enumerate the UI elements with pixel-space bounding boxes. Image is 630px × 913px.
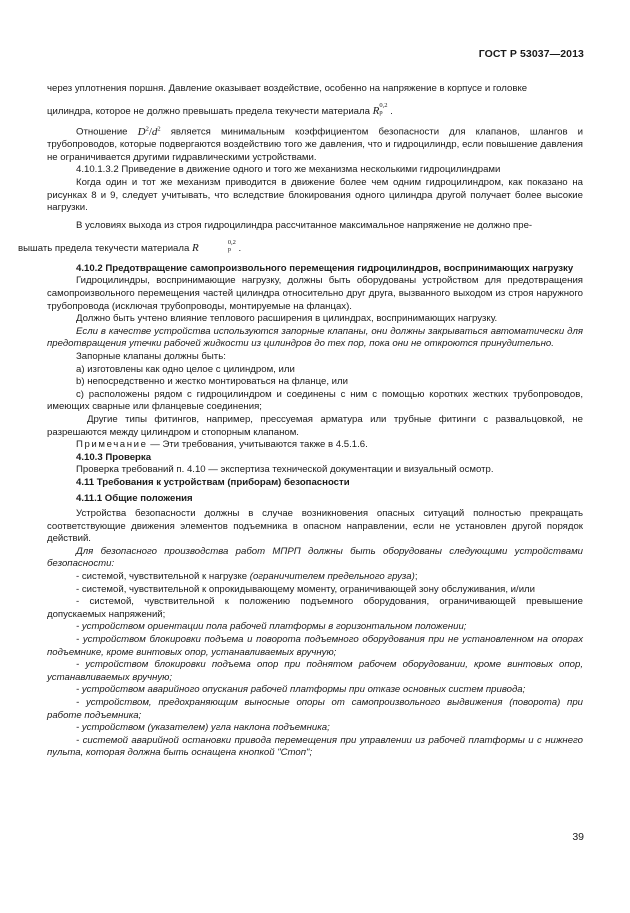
- subsection-title: 4.10.1.3.2 Приведение в движение одного и того же механизма несколькими гидроцилиндрами: [76, 164, 501, 176]
- safety-device-list: [47, 571, 583, 760]
- paragraph: Должно быть учтено влияние теплового расширения в цилиндрах, воспринимающих нагрузку.: [76, 313, 498, 325]
- list-item: - устройством ориентации пола рабочей платформы в горизонтальном положении;: [76, 621, 467, 633]
- paragraph: Для безопасного производства работ МПРП должны быть оборудованы следующими устройствами безопасности:: [47, 545, 583, 570]
- paragraph: Если в качестве устройства используются запорные клапаны, они должны закрываться автоматически для предотвращения утечки рабочей жидкости из цилиндров до тех пор, пока они не откроются принудительно.: [47, 325, 583, 350]
- list-item: b) непосредственно и жестко монтироваться на фланце, или: [76, 376, 349, 388]
- paragraph: Отношение $D^2/d^2$ является минимальным коэффициентом безопасности для клапанов, шлангов и трубопроводов, которые подвергаются воздействию того же давления, что и гидроцилиндр, если повышение давления не ограничивается другими гидравлическими устройствами.: [47, 125, 583, 163]
- formula-r: R 0,2 p: [192, 239, 236, 254]
- formula-ratio: $D^2/d^2$: [137, 125, 161, 138]
- paragraph: Устройства безопасности должны в случае возникновения опасных ситуаций полностью прекращать соответствующие движения элементов подъемника в опасном направлении, если не установлен другой порядок действий.: [47, 508, 583, 545]
- paragraph: В условиях выхода из строя гидроцилиндра рассчитанное максимальное напряжение не должно пре- вышать предела текучести материала R 0,2 p .: [18, 219, 533, 254]
- section-heading: 4.11 Требования к устройствам (приборам) безопасности: [76, 476, 350, 488]
- list-item: - системой, чувствительной к нагрузке (ограничителем предельного груза);: [76, 571, 418, 583]
- paragraph: Когда один и тот же механизм приводится в движение более чем одним гидроцилиндром, как показано на рисунках 8 и 9, следует учитывать, что вследствие блокирования одного цилиндра другой получает более высокие нагрузки.: [47, 177, 583, 214]
- section-heading: 4.10.2 Предотвращение самопроизвольного перемещения гидроцилиндров, воспринимающих нагрузку: [76, 262, 574, 274]
- paragraph: Гидроцилиндры, воспринимающие нагрузку, должны быть оборудованы устройством для предотвращения самопроизвольного перемещения частей цилиндра относительно друг друга, вызванного выходом из строя наружного трубопровода (исключая трубопроводы, монтируемые на фланцах).: [47, 275, 583, 312]
- list-item: - устройством (указателем) угла наклона подъемника;: [76, 722, 330, 734]
- document-header: ГОСТ Р 53037—2013: [478, 48, 584, 60]
- paragraph: Другие типы фитингов, например, прессуемая арматура или трубные фитинги с развальцовкой, не разрешаются между цилиндром и стопорным клапаном.: [47, 413, 583, 438]
- list-item: - устройством блокировки подъема опор при поднятом рабочем оборудовании, кроме винтовых опор, устанавливаемых вручную;: [47, 659, 583, 683]
- page-number: 39: [572, 831, 584, 843]
- paragraph: через уплотнения поршня. Давление оказывает воздействие, особенно на напряжение в корпусе и головке цилиндра, которое не должно превышать предела текучести материала R 0,2 p .: [47, 83, 528, 117]
- list-item: c) расположены рядом с гидроцилиндром и соединены с ним с помощью коротких жестких трубопроводов, имеющих сварные или фланцевые соединения;: [47, 388, 583, 413]
- note: Примечание — Эти требования, учитываются также в 4.5.1.6.: [76, 439, 368, 451]
- list-item: - системой, чувствительной к опрокидывающему моменту, ограничивающей зону обслуживания, и/или: [76, 583, 536, 595]
- section-heading: 4.10.3 Проверка: [76, 451, 152, 463]
- paragraph: Запорные клапаны должны быть:: [76, 350, 226, 362]
- list-item: - системой аварийной остановки привода перемещения при управлении из рабочей платформы и с нижнего пульта, которая должна быть оснащена кнопкой "Стоп";: [47, 734, 583, 759]
- page-body: [18, 78, 583, 760]
- formula-r: R 0,2 p: [372, 102, 388, 117]
- list-item: - устройством аварийного опускания рабочей платформы при отказе основных систем привода;: [76, 684, 526, 696]
- list-item: - устройством, предохраняющим выносные опоры от самопроизвольного выдвижения (поворота) при работе подъемника;: [47, 697, 583, 721]
- section-heading: 4.11.1 Общие положения: [76, 492, 193, 504]
- list-item: - устройством блокировки подъема и поворота подъемного оборудования при не установленном на опорах подъемнике, кроме винтовых опор, устанавливаемых вручную;: [47, 634, 583, 658]
- paragraph: Проверка требований п. 4.10 — экспертиза технической документации и визуальный осмотр.: [76, 464, 494, 476]
- list-item: - системой, чувствительной к положению подъемного оборудования, ограничивающей превышение допускаемых напряжений;: [47, 596, 583, 620]
- list-item: a) изготовлены как одно целое с цилиндром, или: [76, 363, 295, 375]
